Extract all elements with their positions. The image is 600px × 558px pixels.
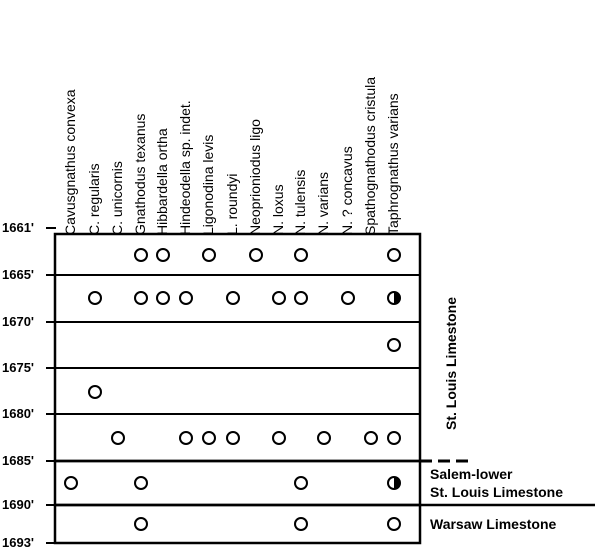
taxon-label: Neoprioniodus ligo	[247, 119, 263, 235]
taxon-label: Hibbardella ortha	[154, 128, 170, 235]
occurrence-marker	[388, 432, 400, 444]
occurrence-marker	[388, 249, 400, 261]
taxon-label: C. regularis	[86, 163, 102, 235]
occurrence-marker	[135, 292, 147, 304]
depth-label: 1661'	[2, 220, 35, 235]
occurrence-marker	[203, 432, 215, 444]
occurrence-marker	[157, 249, 169, 261]
occurrence-marker	[388, 339, 400, 351]
unit-label: Warsaw Limestone	[430, 516, 557, 532]
depth-label: 1675'	[2, 360, 35, 375]
occurrence-marker	[180, 292, 192, 304]
occurrence-marker	[318, 432, 330, 444]
depth-label: 1685'	[2, 453, 35, 468]
taxon-label: N. loxus	[270, 184, 286, 235]
occurrence-marker	[135, 477, 147, 489]
occurrence-marker	[135, 249, 147, 261]
occurrence-marker	[227, 432, 239, 444]
taxon-label: Gnathodus texanus	[132, 113, 148, 235]
occurrence-marker	[295, 518, 307, 530]
taxon-label: C. unicornis	[109, 161, 125, 235]
occurrence-marker	[295, 477, 307, 489]
occurrence-marker	[203, 249, 215, 261]
taxon-label: N. ? concavus	[339, 146, 355, 235]
occurrence-marker	[157, 292, 169, 304]
unit-box-warsaw	[55, 505, 420, 543]
occurrence-marker	[227, 292, 239, 304]
depth-label: 1670'	[2, 314, 35, 329]
occurrence-marker	[365, 432, 377, 444]
taxon-label: Taphrognathus varians	[385, 93, 401, 235]
taxon-label: Cavusgnathus convexa	[62, 89, 78, 235]
unit-box-st-louis	[55, 234, 420, 461]
occurrence-marker	[273, 292, 285, 304]
taxon-label: Spathognathodus cristula	[362, 77, 378, 235]
unit-label: St. Louis Limestone	[430, 484, 564, 500]
taxon-label: N. varians	[315, 171, 331, 235]
depth-label: 1693'	[2, 535, 35, 550]
depth-label: 1680'	[2, 406, 35, 421]
taxon-label: N. tulensis	[292, 169, 308, 235]
occurrence-marker	[250, 249, 262, 261]
depth-label: 1665'	[2, 267, 35, 282]
occurrence-marker	[65, 477, 77, 489]
unit-label: St. Louis Limestone	[443, 296, 459, 430]
occurrence-marker	[89, 292, 101, 304]
occurrence-marker	[388, 518, 400, 530]
occurrence-marker	[295, 292, 307, 304]
taxon-label: Hindeodella sp. indet.	[177, 100, 193, 235]
depth-label: 1690'	[2, 497, 35, 512]
occurrence-marker	[273, 432, 285, 444]
occurrence-marker	[295, 249, 307, 261]
taxon-label: L. roundyi	[224, 173, 240, 235]
unit-box-salem	[55, 461, 420, 505]
occurrence-marker	[112, 432, 124, 444]
taxon-label: Ligonodina levis	[200, 134, 216, 235]
occurrence-marker	[342, 292, 354, 304]
unit-label: Salem-lower	[430, 466, 513, 482]
occurrence-marker	[135, 518, 147, 530]
occurrence-marker	[89, 386, 101, 398]
occurrence-marker	[180, 432, 192, 444]
